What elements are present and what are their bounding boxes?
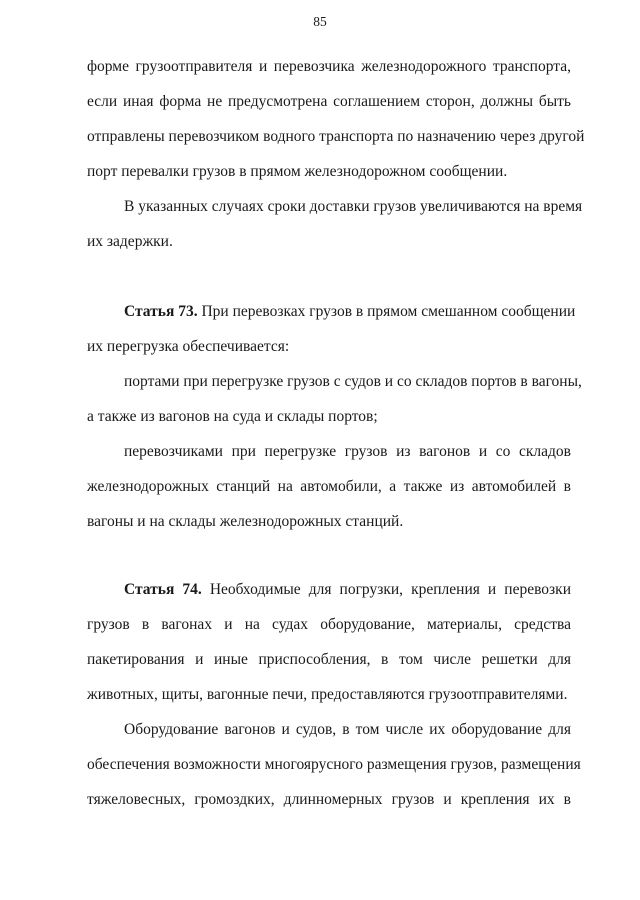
article-heading: Статья 74. xyxy=(124,581,202,598)
text-span: Необходимые для погрузки, крепления и перевозки xyxy=(201,581,571,598)
text-span: При перевозках грузов в прямом смешанном сообщении xyxy=(197,303,576,320)
text-line: порт перевалки грузов в прямом железнодорожном сообщении. xyxy=(87,163,508,180)
text-line: железнодорожных станций на автомобили, а также из автомобилей в xyxy=(87,478,571,495)
text-line: тяжеловесных, громоздких, длинномерных грузов и крепления их в xyxy=(87,791,571,808)
text-line: обеспечения возможности многоярусного размещения грузов, размещения xyxy=(87,756,581,773)
text-line: перевозчиками при перегрузке грузов из вагонов и со складов xyxy=(124,443,571,460)
text-line: если иная форма не предусмотрена соглашением сторон, должны быть xyxy=(87,93,571,110)
text-line: В указанных случаях сроки доставки грузов увеличиваются на время xyxy=(124,198,583,215)
text-line: вагоны и на склады железнодорожных станций. xyxy=(87,513,404,530)
text-line: пакетирования и иные приспособления, в том числе решетки для xyxy=(87,651,571,668)
text-line: отправлены перевозчиком водного транспорта по назначению через другой xyxy=(87,128,585,145)
page-number: 85 xyxy=(313,14,327,29)
text-line: Оборудование вагонов и судов, в том числе их оборудование для xyxy=(124,721,571,738)
text-line: а также из вагонов на суда и склады портов; xyxy=(87,408,378,425)
text-line xyxy=(124,580,571,600)
text-line: форме грузоотправителя и перевозчика железнодорожного транспорта, xyxy=(87,58,571,75)
text-line: их перегрузка обеспечивается: xyxy=(87,338,290,355)
text-line: их задержки. xyxy=(87,233,173,250)
text-line: животных, щиты, вагонные печи, предоставляются грузоотправителями. xyxy=(87,686,568,703)
text-line: портами при перегрузке грузов с судов и со складов портов в вагоны, xyxy=(124,373,582,390)
text-line: грузов в вагонах и на судах оборудование, материалы, средства xyxy=(87,616,571,633)
text-line xyxy=(124,302,576,322)
article-heading: Статья 73. xyxy=(124,303,198,320)
